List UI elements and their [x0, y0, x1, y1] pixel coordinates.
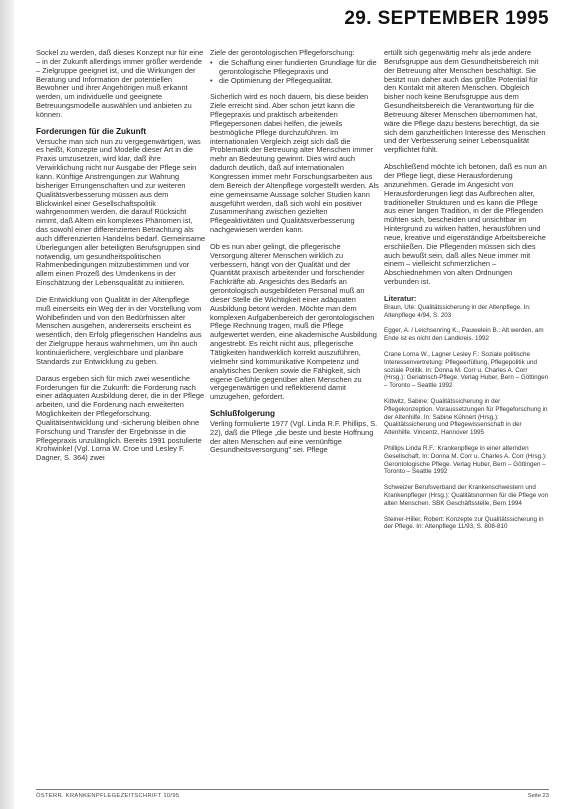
page-footer	[36, 789, 549, 799]
reference: Braun, Ute: Qualitätssicherung in der Altenpflege. In: Altenpflege 4/94, S. 203	[384, 303, 531, 319]
issue-date: 29. SEPTEMBER 1995	[344, 8, 549, 29]
section-heading: Forderungen für die Zukunft	[36, 126, 147, 136]
paragraph: Sockel zu werden, daß dieses Konzept nur für eine – in der Zukunft allerdings immer größer werdende – Zielgruppe geeignet ist, und die Wirkungen der Beratung und Information der potentiellen Bewohner und ihrer Angehörigen muß erkannt werden, um individuelle und geeignete Betreuungsmodelle auswählen und anbieten zu können.	[36, 48, 204, 119]
paragraph: ertüllt sich gegenwärtig mehr als jede andere Berufsgruppe aus dem Gesundheitsbereich mit der Betreuung alter Menschen beschäftigt. Sie besitzt nun daher auch das größte Potential für den Kontakt mit älteren Menschen. Obgleich bisher noch keine Berufsgruppe aus dem Gesundheitsbereich die Verantwortung für die Betreuung älterer Menschen übernommen hat, wäre die Pflege dazu bestens berechtigt, da sie sich dem ganzheitlichen Interesse des Menschen und der Verbesserung seiner Lebensqualität verpflichtet fühlt.	[384, 48, 546, 155]
list-item	[210, 77, 380, 86]
reference: Phillips Linda R.F.: Krankenpflege in einer alternden Gesellschaft. In: Donna M. Corr u. Charles A. Corr (Hrsg.): Gerontologische Pflege. Verlag Huber, Bern – Göttingen – Toronto – Seattle 1992	[384, 444, 547, 476]
column-3	[384, 49, 549, 539]
paragraph: Ziele der gerontologischen Pflegeforschung:	[210, 48, 355, 57]
column-2	[210, 49, 380, 463]
reference: Crane Lorna W., Lagner Lesley F.: Soziale politische Interessenvertretung: Pflegeerfüllung, Pflegepolitik und soziale Politik. In: Donna M. Corr u. Charles A. Corr (Hrsg.): Geriatrisch-Pflege. Verlag Huber, Bern – Göttingen – Toronto – Seattle 1992	[384, 350, 549, 390]
bullet-list	[210, 59, 380, 86]
scan-margin-shadow	[0, 0, 14, 809]
paragraph: Sicherlich wird es noch dauern, bis diese beiden Ziele erreicht sind. Aber schon jetzt kann die Pflegepraxis und praktisch arbeitenden Pflegepersonen dabei helfen, die jeweils bestmögliche Pflege durchzuführen. Im internationalen Vergleich zeigt sich daß die Problematik der Betreuung alter Menschen immer mehr an Bedeutung gewinnt. Dies wird auch dadurch deutlich, daß auf internationalen Kongressen immer mehr Forschungsarbeiten aus dem Bereich der Altenpflege vorgestellt werden. Als eine gemeinsame Aussage solcher Studien kann ausgeführt werden, daß sich wohl ein positiver Zusammenhang zwischen gezielten Pflegeaktivitäten und Qualitätsverbesserung nachgewiesen werden kann.	[210, 92, 379, 235]
list-item	[210, 59, 380, 77]
reference: Steiner-Hiller, Robert: Konzepte zur Qualitätssicherung in der Pflege. In: Altenpflege 11/93, S. 808-810	[384, 515, 544, 531]
bullet-icon: •	[210, 57, 213, 67]
list-item-text: die Optimierung der Pflegequalität.	[219, 75, 333, 85]
paragraph: Ob es nun aber gelingt, die pflegerische Versorgung älterer Menschen wirklich zu verbessern, hängt von der Qualität und der Quantität praxisch arbeitender und forschender Fachkräfte ab. Angesichts des Bedarfs an gerontologisch ausgebildeten Personal muß an dieser Stelle die Wichtigkeit einer adäquaten Ausbildung betont werden. Möchte man dem komplexen Aufgabenbereich der gerontologischen Pflege Rechnung tragen, muß die Pflege aufgewertet werden, eine akademische Ausbildung angestrebt. Es reicht nicht aus, pflegerische Tätigkeiten handwerklich korrekt auszuführen, vielmehr sind kommunikative Kompetenz und analytisches Denken sowie die Fähigkeit, sich eigene Gefühle gegenüber alten Menschen zu vergegenwärtigen und reflektierend damit umzugehen, gefordert.	[210, 241, 377, 402]
list-item-text: die Schaffung einer fundierten Grundlage für die gerontologische Pflegepraxis und	[219, 57, 377, 76]
literature-heading: Literatur:	[384, 293, 417, 303]
reference: Schweizer Berufsverband der Krankenschwestern und Krankenpfleger (Hrsg.): Qualitätsnormen für die Pflege von alten Menschen. SBK Geschäftsstelle, Bern 1994	[384, 484, 549, 507]
paragraph: Versuche man sich nun zu vergegenwärtigen, was es heißt, Konzepte und Modelle dieser Art in die Praxis umzusetzen, wird klar, daß ihre Verwirklichung nicht nur Ausgabe der Pflege sein kann. Künftige Anstrengungen zur Wahrung bisheriger Errungenschaften und zur weiteren Qualitätsverbesserung müssen aus dem Blickwinkel einer Gesellschaftspolitik wahrgenommen werden, die darauf Rücksicht nimmt, daß Altern ein komplexes Phänomen ist, das sowohl einer differenzierten Betrachtung als auch differenzierten Handelns bedarf. Gemeinsame Überlegungen aller beteiligten Berufsgruppen sind notwendig, um gesundheitspolitischen Rahmenbedingungen mitzubestimmen und vor allem einen Prozeß des Umdenkens in der Einschätzung der Lebensqualität zu initiieren.	[36, 136, 206, 288]
bullet-icon: •	[210, 75, 213, 85]
paragraph: Die Entwicklung von Qualität in der Altenpflege muß einerseits ein Weg der in der Vorstellung vom Wohlbefinden und von den Bedürfnissen alter Menschen ausgehen, andererseits erscheint es wesentlich, den Erfolg pflegerischen Handelns aus der Zielgruppe heraus wahrnehmen, um ihn auch kontinuierlichere, vergleichbare und planbare Standards zur Entwicklung zu geben.	[36, 294, 202, 366]
footer-page-number: Seite 23	[527, 793, 549, 799]
column-1	[36, 49, 206, 471]
reference: Kittwitz, Sabine: Qualitätssicherung in der Pflegekonzeption. Voraussetzungen für Pflegeforschung in der Altenhilfe. In: Sabine Kühnert (Hrsg.): Qualitätssicherung und Pflegewissenschaft in der Altenhilfe. Vincentz, Hannover 1995	[384, 397, 548, 437]
section-heading: Schlußfolgerung	[210, 409, 276, 419]
paragraph: Verling formulierte 1977 (Vgl. Linda R.F. Phillips, S. 22), daß die Pflege „die beste und beste Hoffnung der alten Menschen auf eine vernünftige Gesundheitsversorgung" sei. Pflege	[210, 418, 378, 455]
paragraph: Daraus ergeben sich für mich zwei wesentliche Forderungen für die Zukunft: die Forderung nach einer adäquaten Ausbildung derer, die in der Pflege arbeiten, und die Forderung nach erweiterten Möglichkeiten der Pflegeforschung. Qualitätsentwicklung und -sicherung bleiben ohne Forschung und Transfer der Ergebnisse in die Pflegepraxis unzulänglich. Bereits 1991 postulierte Krohwinkel (Vgl. Lorna W. Croe und Lesley F. Dagner, S. 364) zwei	[36, 373, 205, 463]
paragraph: Abschließend möchte ich betonen, daß es nun an der Pflege liegt, diese Herausforderung anzunehmen. Gerade im Angesicht von Herausforderungen liegt das Aufbrechen alter, traditioneller Strukturen und es kann die Pflege aus einer langen Tradition, in der die Pflegenden mühten sich, bescheiden und unsichtbar im Hintergrund zu wirken hatten, herausführen und neue, kreative und eigenständige Arbeitsbereiche erschließen. Die Pflegenden müssen sich dies auch bewußt sein, daß alles Neue immer mit einem – vielleicht schmerzlichen – Abschiednehmen von alten Ordnungen verbunden ist.	[384, 162, 547, 287]
footer-journal: ÖSTERR. KRANKENPFLEGEZEITSCHRIFT 10/95	[36, 793, 180, 799]
reference: Egger, A. / Leichsenring K., Pauwelein B.: Alt werden, am Ende ist es nicht den Landkreis. 1992	[384, 327, 544, 343]
